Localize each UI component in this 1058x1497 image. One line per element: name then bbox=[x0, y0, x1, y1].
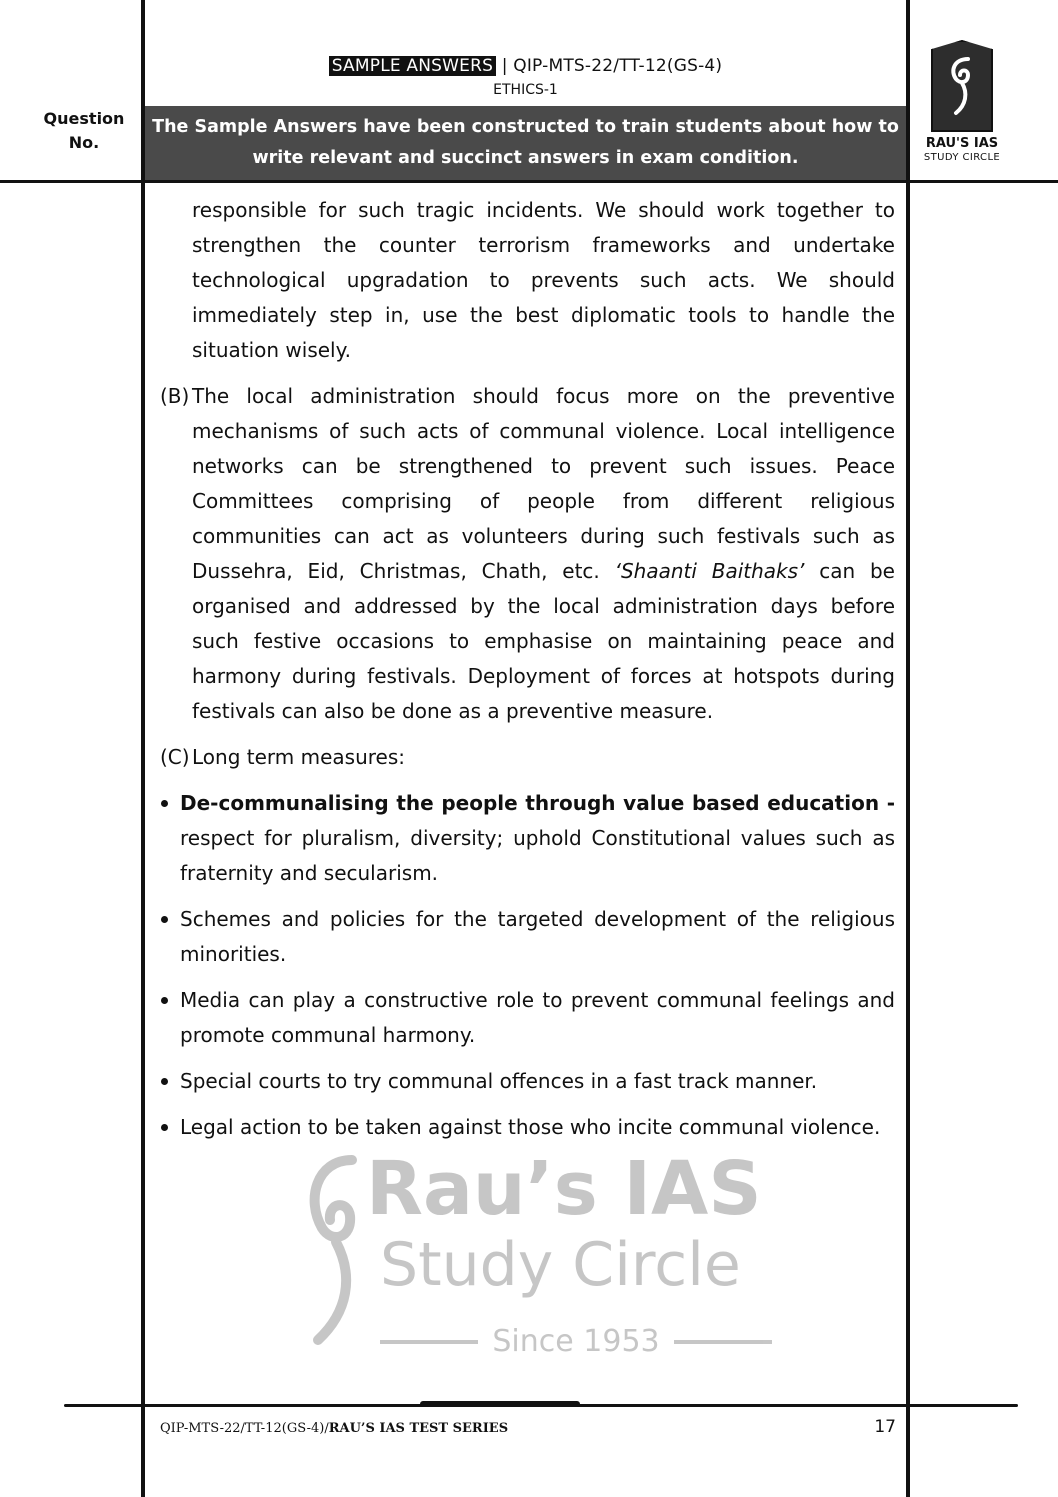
bullet-text-rest: respect for pluralism, diversity; uphold Constitutional values such as fraternity and secularism. bbox=[180, 826, 895, 885]
bullet-dot-icon bbox=[161, 916, 168, 923]
bullet-item bbox=[160, 902, 895, 972]
left-margin-rule bbox=[141, 0, 145, 1497]
watermark-since: Since 1953 bbox=[492, 1324, 660, 1359]
footer-text bbox=[160, 1421, 508, 1436]
item-b-label: (B) bbox=[160, 384, 190, 408]
bullet-item bbox=[160, 983, 895, 1053]
bullet-bold-lead: De-communalising the people through value based education - bbox=[180, 791, 895, 815]
bullet-dot-icon bbox=[161, 1124, 168, 1131]
item-c-label: (C) bbox=[160, 745, 190, 769]
logo-emblem bbox=[931, 40, 993, 132]
item-c bbox=[160, 740, 895, 775]
watermark bbox=[296, 1146, 786, 1359]
bullet-item bbox=[160, 786, 895, 891]
item-b-text-part2: can be organised and addressed by the local administration days before such festive occasions to emphasise on maintaining peace and harmony during festivals. Deployment of forces at hotspots during festivals can also be done as a preventive measure. bbox=[192, 559, 895, 723]
logo-subtitle: STUDY CIRCLE bbox=[923, 152, 1001, 163]
watermark-line3 bbox=[380, 1324, 772, 1359]
banner-line2: write relevant and succinct answers in exam condition. bbox=[252, 148, 799, 168]
watermark-rule-left bbox=[380, 1340, 478, 1344]
item-b-text-part1: The local administration should focus more on the preventive mechanisms of such acts of communal violence. Local intelligence networks can be strengthened to prevent such issues. Peace Committees comprising of people from different religious communities can act as volunteers during such festivals such as Dussehra, Eid, Christmas, Chath, etc. bbox=[192, 384, 895, 583]
raus-ias-logo bbox=[922, 40, 1002, 174]
watermark-glyph-icon bbox=[296, 1150, 366, 1350]
header-divider bbox=[0, 180, 1058, 183]
right-margin-rule bbox=[906, 0, 910, 1497]
watermark-line1: Rau’s IAS bbox=[366, 1146, 762, 1232]
bullet-item bbox=[160, 1110, 895, 1145]
bullet-text: Schemes and policies for the targeted development of the religious minorities. bbox=[180, 907, 895, 966]
intro-paragraph: responsible for such tragic incidents. We should work together to strengthen the counter terrorism frameworks and undertake technological upgradation to prevents such acts. We should immediately step in, use the best diplomatic tools to handle the situation wisely. bbox=[192, 198, 895, 362]
footer-code: QIP-MTS-22/TT-12(GS-4)/ bbox=[160, 1421, 329, 1436]
subject-label: ETHICS-1 bbox=[493, 82, 558, 98]
watermark-rule-right bbox=[674, 1340, 772, 1344]
bullet-dot-icon bbox=[161, 800, 168, 807]
watermark-line2: Study Circle bbox=[380, 1230, 741, 1300]
footer-divider-accent bbox=[420, 1401, 580, 1407]
answer-body bbox=[160, 193, 895, 1145]
footer-series: RAU’S IAS TEST SERIES bbox=[328, 1421, 509, 1436]
bullet-text: Legal action to be taken against those who incite communal violence. bbox=[180, 1115, 881, 1139]
sample-answers-label: SAMPLE ANSWERS bbox=[329, 56, 496, 76]
bullet-text: Special courts to try communal offences in a fast track manner. bbox=[180, 1069, 818, 1093]
bullet-text: Media can play a constructive role to prevent communal feelings and promote communal harmony. bbox=[180, 988, 895, 1047]
item-c-text: Long term measures: bbox=[192, 745, 405, 769]
question-number-label bbox=[30, 107, 138, 155]
logo-name: RAU'S IAS bbox=[925, 136, 999, 151]
instruction-banner bbox=[145, 106, 906, 180]
banner-line1: The Sample Answers have been constructed to train students about how to bbox=[152, 117, 899, 137]
bullet-item bbox=[160, 1064, 895, 1099]
header-title bbox=[145, 56, 906, 76]
item-b bbox=[160, 379, 895, 729]
item-b-text bbox=[192, 379, 895, 729]
question-label-line1: Question bbox=[43, 109, 125, 128]
bullet-text bbox=[180, 786, 895, 891]
page-number: 17 bbox=[874, 1417, 896, 1437]
test-code: | QIP-MTS-22/TT-12(GS-4) bbox=[501, 56, 723, 76]
bullet-dot-icon bbox=[161, 1078, 168, 1085]
logo-glyph-icon bbox=[942, 53, 982, 119]
item-b-italic-term: ‘Shaanti Baithaks’ bbox=[614, 559, 805, 583]
bullet-dot-icon bbox=[161, 997, 168, 1004]
question-label-line2: No. bbox=[68, 133, 100, 152]
